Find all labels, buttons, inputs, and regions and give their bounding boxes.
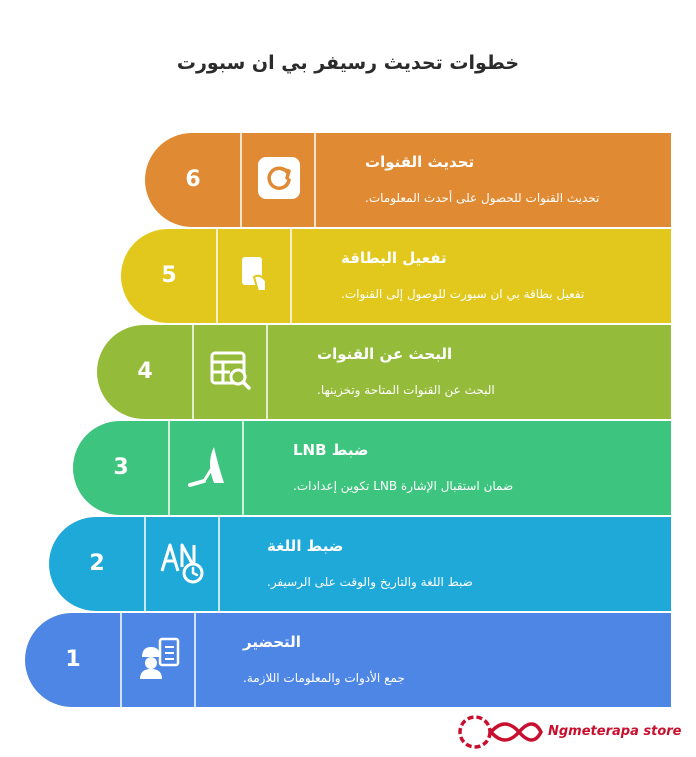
- step-6-bar: [145, 133, 671, 227]
- step-3: [73, 421, 671, 515]
- step-5-bar: [121, 229, 671, 323]
- step-6: [145, 133, 671, 227]
- step-4-title: البحث عن القنوات: [317, 345, 453, 363]
- step-3-bar: [73, 421, 671, 515]
- language-time-icon: [160, 539, 206, 585]
- step-6-title: تحديث القنوات: [365, 153, 475, 171]
- step-1-icon-box: [120, 613, 196, 707]
- step-5: [121, 229, 671, 323]
- step-4: [97, 325, 671, 419]
- step-1-description: جمع الأدوات والمعلومات اللازمة.: [243, 671, 405, 685]
- step-2-number: 2: [89, 551, 105, 576]
- satellite-dish-icon: [184, 443, 230, 489]
- step-5-title: تفعيل البطاقة: [341, 249, 447, 267]
- page-title: خطوات تحديث رسيفر بي ان سبورت: [176, 52, 520, 74]
- table-search-icon: [208, 347, 254, 393]
- step-3-number: 3: [113, 455, 129, 480]
- step-6-number: 6: [185, 167, 201, 192]
- step-4-number: 4: [137, 359, 153, 384]
- step-4-icon-box: [192, 325, 268, 419]
- card-tap-icon: [232, 251, 278, 297]
- watermark-text: Ngmeterapa store: [548, 724, 682, 739]
- step-6-icon-box: [240, 133, 316, 227]
- worker-checklist-icon: [136, 635, 182, 681]
- step-2-bar: [49, 517, 671, 611]
- step-4-bar: [97, 325, 671, 419]
- step-6-description: تحديث القنوات للحصول على أحدث المعلومات.: [365, 191, 600, 205]
- step-5-number: 5: [161, 263, 177, 288]
- refresh-icon: [256, 155, 302, 201]
- step-5-icon-box: [216, 229, 292, 323]
- step-1: [25, 613, 671, 707]
- step-2-description: ضبط اللغة والتاريخ والوقت على الرسيفر.: [267, 575, 473, 589]
- step-3-description: ضمان استقبال الإشارة LNB تكوين إعدادات.: [293, 479, 514, 493]
- step-4-description: البحث عن القنوات المتاحة وتخزينها.: [317, 383, 495, 397]
- step-1-number: 1: [65, 647, 81, 672]
- step-5-description: تفعيل بطاقة بي ان سبورت للوصول إلى القنوات.: [341, 287, 585, 301]
- step-3-icon-box: [168, 421, 244, 515]
- step-2-icon-box: [144, 517, 220, 611]
- step-3-title: ضبط LNB: [293, 441, 369, 459]
- step-2: [49, 517, 671, 611]
- step-1-title: التحضير: [243, 633, 301, 651]
- step-2-title: ضبط اللغة: [267, 537, 344, 555]
